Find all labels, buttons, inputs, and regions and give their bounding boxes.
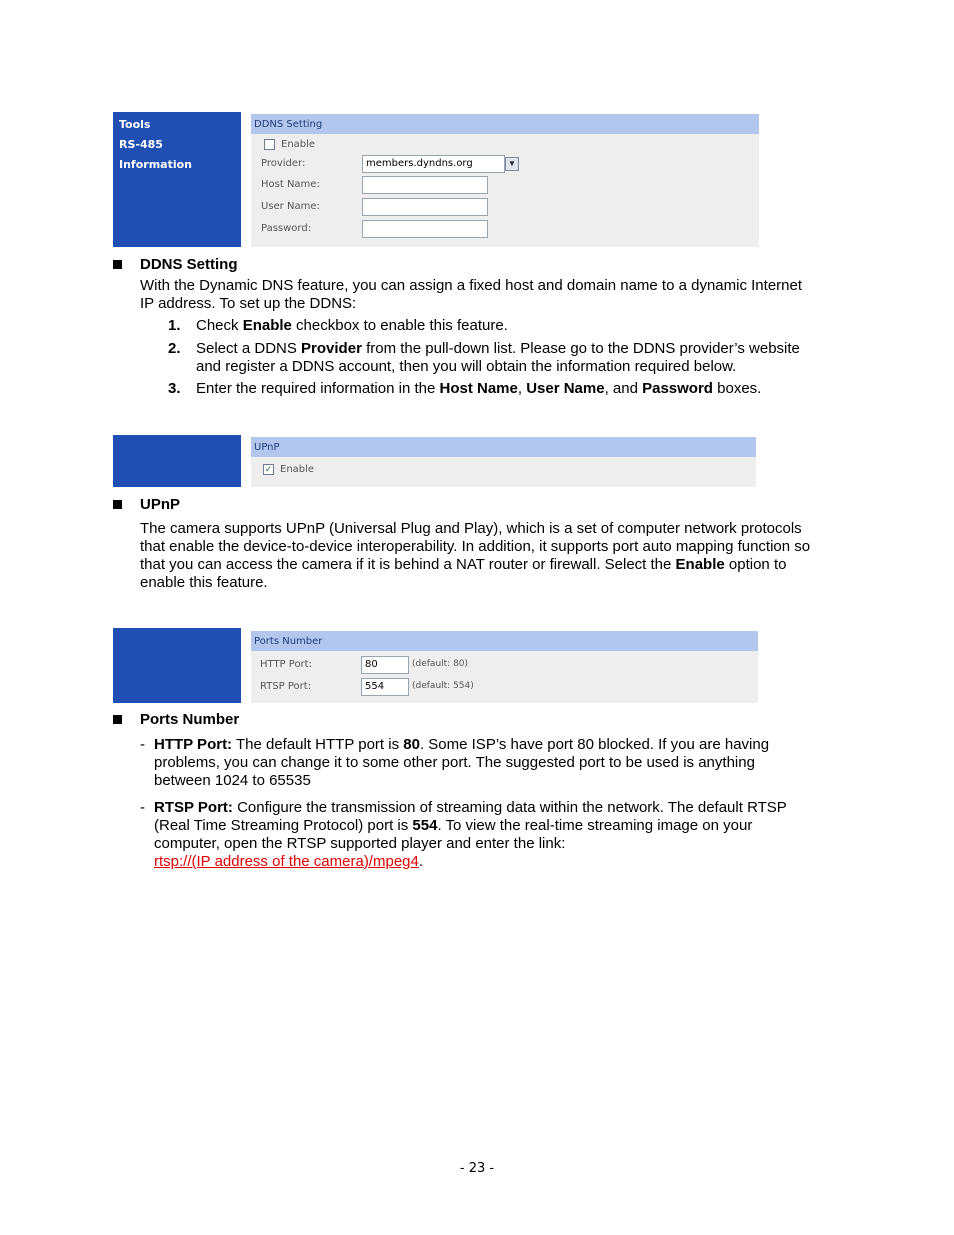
ddns-intro-line1: With the Dynamic DNS feature, you can assign a fixed host and domain name to a dynamic Internet	[140, 277, 803, 294]
upnp-line2: that enable the device-to-device interoperability. In addition, it supports port auto mapping function so	[140, 538, 811, 555]
http-port-label: HTTP Port:	[260, 659, 312, 670]
password-input[interactable]	[362, 220, 488, 238]
upnp-line1: The camera supports UPnP (Universal Plug and Play), which is a set of computer network protocols	[140, 520, 802, 537]
sidebar-item-tools[interactable]: Tools	[119, 118, 151, 131]
http-dash: -	[140, 736, 145, 753]
ddns-bullet	[113, 260, 122, 269]
step-3-text: Enter the required information in the Host Name, User Name, and Password boxes.	[196, 380, 762, 397]
http-port-default: (default: 80)	[412, 659, 469, 669]
step-2-text-line2: and register a DDNS account, then you will obtain the information required below.	[196, 358, 737, 375]
ports-heading: Ports Number	[140, 711, 240, 728]
password-label: Password:	[261, 223, 312, 234]
ddns-enable-label: Enable	[281, 139, 316, 150]
host-name-label: Host Name:	[261, 179, 320, 190]
sidebar-item-rs485[interactable]: RS-485	[119, 138, 163, 151]
upnp-enable-label: Enable	[280, 464, 315, 475]
http-line3: between 1024 to 65535	[154, 772, 311, 789]
ddns-panel-header: DDNS Setting	[251, 114, 759, 134]
http-line2: problems, you can change it to some other port. The suggested port to be used is anything	[154, 754, 755, 771]
user-name-input[interactable]	[362, 198, 488, 216]
rtsp-port-default: (default: 554)	[412, 681, 474, 691]
rtsp-link[interactable]: rtsp://(IP address of the camera)/mpeg4	[154, 853, 419, 870]
upnp-enable-checkbox[interactable]: ✓	[264, 464, 273, 474]
ports-bullet	[113, 715, 122, 724]
rtsp-port-input[interactable]: 554	[361, 678, 409, 696]
rtsp-line1: RTSP Port: Configure the transmission of streaming data within the network. The default RTSP	[154, 799, 787, 816]
chevron-down-icon[interactable]: ▼	[505, 157, 519, 171]
host-name-input[interactable]	[362, 176, 488, 194]
upnp-line4: enable this feature.	[140, 574, 268, 591]
upnp-heading: UPnP	[140, 496, 181, 513]
ddns-enable-checkbox[interactable]	[264, 139, 275, 150]
ports-panel-header: Ports Number	[251, 631, 758, 651]
upnp-settings-panel	[251, 437, 756, 487]
ddns-heading: DDNS Setting	[140, 256, 238, 273]
step-2-text: Select a DDNS Provider from the pull-down list. Please go to the DDNS provider’s website	[196, 340, 800, 357]
provider-select[interactable]: members.dyndns.org	[362, 155, 505, 173]
ddns-sidebar	[113, 112, 241, 247]
rtsp-port-label: RTSP Port:	[260, 681, 312, 692]
rtsp-link-line: rtsp://(IP address of the camera)/mpeg4.	[154, 853, 424, 870]
http-line1: HTTP Port: The default HTTP port is 80. Some ISP’s have port 80 blocked. If you are having	[154, 736, 770, 753]
ddns-intro-line2: IP address. To set up the DDNS:	[140, 295, 357, 312]
provider-label: Provider:	[261, 158, 306, 169]
page-number: - 23 -	[459, 1161, 495, 1176]
upnp-bullet	[113, 500, 122, 509]
ports-sidebar	[113, 628, 241, 703]
sidebar-item-information[interactable]: Information	[119, 158, 192, 171]
rtsp-line2: (Real Time Streaming Protocol) port is 554. To view the real-time streaming image on your	[154, 817, 753, 834]
upnp-sidebar	[113, 435, 241, 487]
step-number: 3.	[168, 380, 181, 397]
http-port-input[interactable]: 80	[361, 656, 409, 674]
step-number: 1.	[168, 317, 181, 334]
user-name-label: User Name:	[261, 201, 320, 212]
rtsp-line3: computer, open the RTSP supported player and enter the link:	[154, 835, 566, 852]
rtsp-dash: -	[140, 799, 145, 816]
upnp-panel-header: UPnP	[251, 437, 756, 457]
step-1-text: Check Enable checkbox to enable this feature.	[196, 317, 508, 334]
ports-settings-panel	[251, 631, 758, 703]
upnp-line3: that you can access the camera if it is behind a NAT router or firewall. Select the Enable option to	[140, 556, 787, 573]
ddns-settings-panel	[251, 114, 759, 247]
step-number: 2.	[168, 340, 181, 357]
